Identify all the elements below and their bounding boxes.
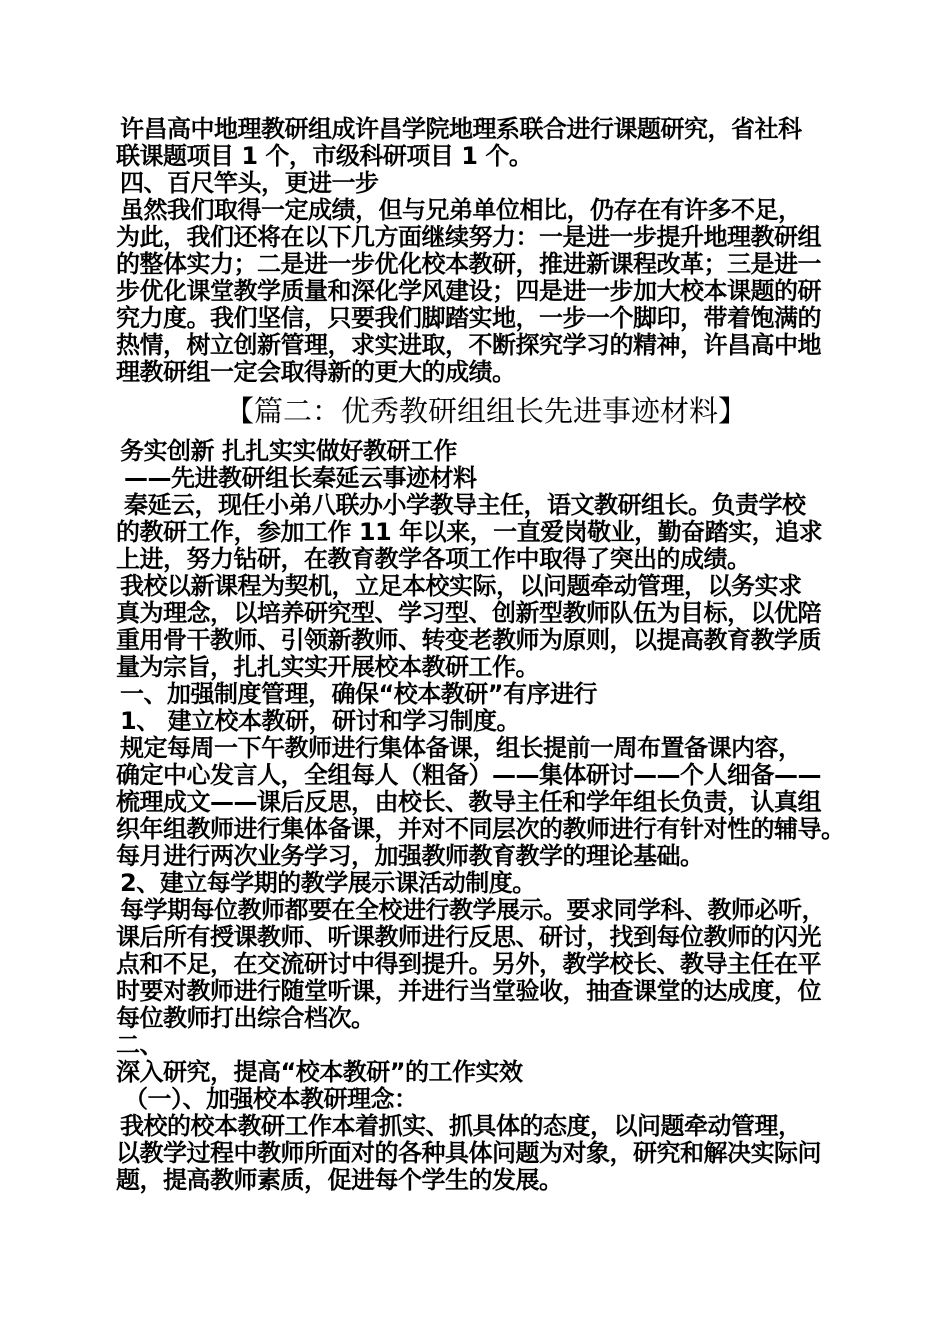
paragraph-line: 确定中心发言人，全组每人（粗备）——集体研讨——个人细备——: [116, 761, 821, 789]
paragraph-line: 每月进行两次业务学习，加强教师教育教学的理论基础。: [116, 842, 704, 870]
paragraph-line: 重用骨干教师、引领新教师、转变老教师为原则，以提高教育教学质: [116, 626, 821, 654]
paragraph-line: 以教学过程中教师所面对的各种具体问题为对象，研究和解决实际问: [116, 1139, 821, 1167]
paragraph-line: 的教研工作，参加工作 11 年以来，一直爱岗敬业，勤奋踏实，追求: [116, 518, 823, 546]
paragraph-line: 究力度。我们坚信，只要我们脚踏实地，一步一个脚印，带着饱满的: [116, 304, 821, 332]
paragraph-line: 热情，树立创新管理，求实进取，不断探究学习的精神，许昌高中地: [116, 331, 821, 359]
paragraph-line: 联课题项目 1 个，市级科研项目 1 个。: [116, 142, 533, 170]
paragraph-line: 量为宗旨，扎扎实实开展校本教研工作。: [116, 653, 539, 681]
subsection-heading: 1、 建立校本教研，研讨和学习制度。: [120, 707, 521, 735]
paragraph-line: 的整体实力；二是进一步优化校本教研，推进新课程改革；三是进一: [116, 250, 821, 278]
section-number: 二、: [116, 1031, 163, 1059]
paragraph-line: 课后所有授课教师、听课教师进行反思、研讨，找到每位教师的闪光: [116, 923, 821, 951]
paragraph-line: 理教研组一定会取得新的更大的成绩。: [116, 358, 516, 386]
paragraph-line: 我校以新课程为契机，立足本校实际，以问题牵动管理，以务实求: [120, 572, 802, 600]
paragraph-line: 许昌高中地理教研组成许昌学院地理系联合进行课题研究，省社科: [120, 115, 802, 143]
article-title: 务实创新 扎扎实实做好教研工作: [120, 437, 457, 465]
section-heading: 一、加强制度管理，确保“校本教研”有序进行: [120, 680, 598, 708]
section-heading: 四、百尺竿头，更进一步: [120, 169, 379, 197]
paragraph-line: 虽然我们取得一定成绩，但与兄弟单位相比，仍存在有许多不足，: [120, 196, 802, 224]
section-title: 【篇二：优秀教研组组长先进事迹材料】: [224, 394, 747, 428]
paragraph-line: 为此，我们还将在以下几方面继续努力：一是进一步提升地理教研组: [116, 223, 821, 251]
paragraph-line: 点和不足，在交流研讨中得到提升。另外，教学校长、教导主任在平: [116, 950, 821, 978]
paragraph-line: 我校的校本教研工作本着抓实、抓具体的态度，以问题牵动管理，: [120, 1112, 802, 1140]
subsection-heading: （一）、加强校本教研理念：: [124, 1085, 418, 1113]
section-heading: 深入研究，提高“校本教研”的工作实效: [116, 1058, 523, 1086]
paragraph-line: 每学期每位教师都要在全校进行教学展示。要求同学科、教师必听，: [120, 896, 825, 924]
subsection-heading: 2、建立每学期的教学展示课活动制度。: [120, 869, 536, 897]
paragraph-line: 真为理念，以培养研究型、学习型、创新型教师队伍为目标，以优陪: [116, 599, 821, 627]
paragraph-line: 规定每周一下午教师进行集体备课，组长提前一周布置备课内容，: [120, 734, 802, 762]
paragraph-line: 上进，努力钻研，在教育教学各项工作中取得了突出的成绩。: [116, 545, 751, 573]
paragraph-line: 时要对教师进行随堂听课，并进行当堂验收，抽查课堂的达成度，位: [116, 977, 821, 1005]
paragraph-line: 秦延云，现任小弟八联办小学教导主任，语文教研组长。负责学校: [124, 491, 806, 519]
document-page: [116, 116, 856, 1194]
paragraph-line: 织年组教师进行集体备课，并对不同层次的教师进行有针对性的辅导。: [116, 815, 845, 843]
paragraph-line: 每位教师打出综合档次。: [116, 1004, 375, 1032]
paragraph-line: 梳理成文——课后反思，由校长、教导主任和学年组长负责，认真组: [116, 788, 821, 816]
paragraph-line: 步优化课堂教学质量和深化学风建设；四是进一步加大校本课题的研: [116, 277, 821, 305]
article-subtitle: ——先进教研组长秦延云事迹材料: [124, 464, 477, 492]
paragraph-line: 题，提高教师素质，促进每个学生的发展。: [116, 1166, 563, 1194]
